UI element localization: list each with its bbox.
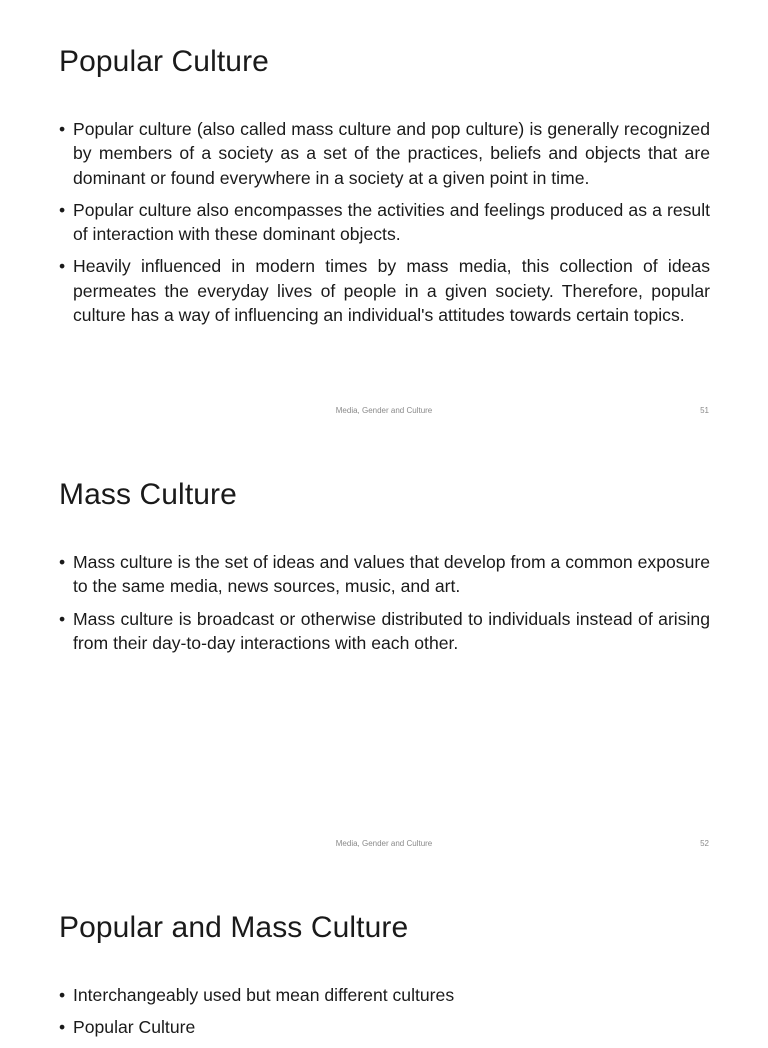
bullet-mark: • <box>59 199 66 220</box>
bullet-item <box>59 550 710 599</box>
bullet-text: Interchangeably used but mean different cultures <box>73 985 455 1005</box>
bullet-mark: • <box>59 552 66 572</box>
page-number: 51 <box>700 406 709 415</box>
bullet-mark: • <box>59 985 66 1005</box>
slide-mass-culture <box>0 433 768 866</box>
bullet-item <box>59 254 710 327</box>
page-number: 52 <box>700 839 709 848</box>
bullet-item <box>59 983 710 1007</box>
bullet-text: Popular culture also encompasses the activities and feelings produced as a result of interaction with these dominant objects. <box>73 199 710 245</box>
slide-title: Mass Culture <box>59 478 237 511</box>
bullet-text: Popular Culture <box>73 1017 196 1038</box>
bullet-item <box>59 117 710 190</box>
bullet-text: Popular culture (also called mass culture and pop culture) is generally recognized by members of a society as a set of the practices, beliefs and objects that are dominant or found everywhere in a society at a given point in time. <box>73 119 710 188</box>
slide-title: Popular and Mass Culture <box>59 911 409 944</box>
slide-title: Popular Culture <box>59 45 269 78</box>
bullet-list <box>59 983 710 1048</box>
bullet-list <box>59 550 710 663</box>
bullet-list <box>59 117 710 335</box>
bullet-mark: • <box>59 119 66 139</box>
slide-popular-and-mass-culture <box>0 866 768 1038</box>
slide-popular-culture <box>0 0 768 433</box>
bullet-item <box>59 198 710 247</box>
bullet-mark: • <box>59 1017 66 1038</box>
bullet-mark: • <box>59 608 66 629</box>
bullet-text: Heavily influenced in modern times by mass media, this collection of ideas permeates the everyday lives of people in a given society. Therefore, popular culture has a way of influencing an individual's attitudes towards certain topics. <box>73 256 710 326</box>
slide-footer: Media, Gender and Culture <box>335 839 433 848</box>
bullet-text: Mass culture is the set of ideas and values that develop from a common exposure to the same media, news sources, music, and art. <box>73 552 710 597</box>
bullet-mark: • <box>59 256 66 277</box>
bullet-item <box>59 607 710 656</box>
slide-footer: Media, Gender and Culture <box>335 406 433 415</box>
bullet-item <box>59 1015 710 1039</box>
bullet-text: Mass culture is broadcast or otherwise distributed to individuals instead of arising from their day-to-day interactions with each other. <box>73 608 710 653</box>
